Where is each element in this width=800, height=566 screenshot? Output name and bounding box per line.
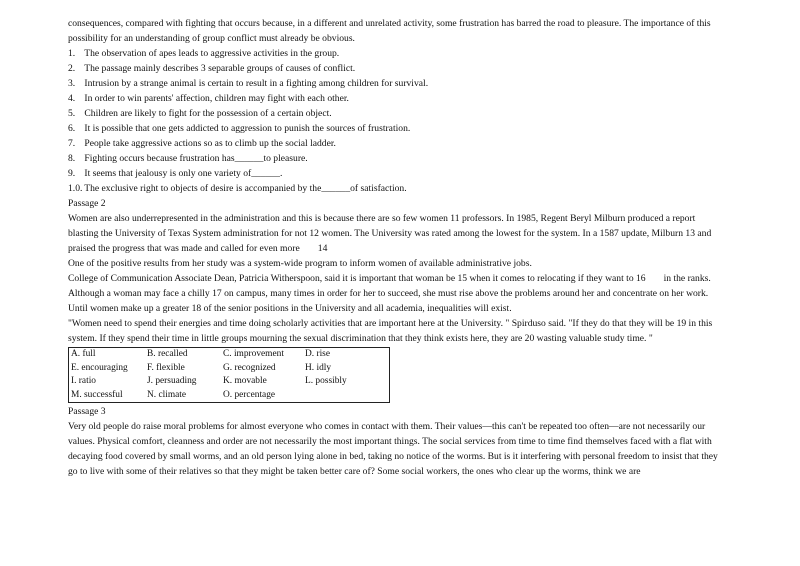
word-option: [305, 389, 371, 403]
word-option: A. full: [71, 349, 96, 359]
document-page: [68, 16, 728, 479]
word-option: C. improvement: [223, 349, 284, 359]
passage2-paragraph: Women are also underrepresented in the administration and this is because there are so few women 11 professors. In 1985, Regent Beryl Milburn produced a report blasting the University of Texas System administration for not 12 women. The University was rated among the lowest for the system. In a 1587 update, Milburn 13 and praised the progress that was made and called for even more 14: [68, 213, 712, 254]
intro-paragraph: consequences, compared with fighting that occurs because, in a different and unrelated activity, some frustration has barred the road to pleasure. The importance of this possibility for an understanding of group conflict must already be obvious.: [68, 18, 711, 44]
question-item: 3. Intrusion by a strange animal is certain to result in a fighting among children for survival.: [68, 78, 429, 89]
question-item: 8. Fighting occurs because frustration has______to pleasure.: [68, 153, 308, 164]
question-item: 6. It is possible that one gets addicted to aggression to punish the sources of frustration.: [68, 123, 411, 134]
word-option: J. persuading: [147, 376, 197, 386]
word-option: B. recalled: [147, 349, 188, 359]
blank-number: 14: [317, 243, 328, 254]
word-option: M. successful: [71, 389, 123, 400]
word-option: F. flexible: [147, 362, 185, 373]
passage2-heading: Passage 2: [68, 198, 106, 209]
question-list: [68, 46, 728, 196]
word-option: I. ratio: [71, 376, 96, 386]
word-option: L. possibly: [305, 376, 347, 386]
question-item: 1.0. The exclusive right to objects of desire is accompanied by the______of satisfaction.: [68, 183, 407, 194]
passage2-paragraph: "Women need to spend their energies and time doing scholarly activities that are important here at the University. " Spirduso said. "If they do that they will be 19 in this system. If they spend their time in little groups mourning the sexual discrimination that they think exists here, they are 20 wasting valuable study time. ": [68, 318, 713, 344]
word-option: E. encouraging: [71, 362, 128, 373]
question-item: 2. The passage mainly describes 3 separable groups of causes of conflict.: [68, 63, 356, 74]
word-option: O. percentage: [223, 389, 276, 400]
question-item: 5. Children are likely to fight for the possession of a certain object.: [68, 108, 332, 119]
word-option: K. movable: [223, 376, 267, 386]
word-option: N. climate: [147, 389, 187, 400]
word-option: H. idly: [305, 362, 332, 373]
question-item: 1. The observation of apes leads to aggressive activities in the group.: [68, 48, 340, 59]
passage2-paragraph: Although a woman may face a chilly 17 on campus, many times in order for her to succeed, she must rise above the problems around her and concentrate on her work.: [68, 288, 709, 299]
passage2-paragraph: College of Communication Associate Dean, Patricia Witherspoon, said it is important that woman be 15 when it comes to relocating if they want to 16 in the ranks.: [68, 273, 711, 284]
word-option: G. recognized: [223, 362, 276, 373]
passage3-heading: Passage 3: [68, 406, 106, 417]
word-option: D. rise: [305, 349, 330, 359]
question-item: 4. In order to win parents' affection, children may fight with each other.: [68, 93, 349, 104]
passage2-paragraph: One of the positive results from her study was a system-wide program to inform women of available administrative jobs.: [68, 258, 532, 269]
passage3-paragraph: Very old people do raise moral problems for almost everyone who comes in contact with them. Their values—this can't be repeated too often—are not necessarily our values. Physical comfort, cleanness and order are not necessarily the most important things. The social services from time to time find themselves faced with a flat with decaying food covered by small worms, and an old person lying alone in bed, taking no notice of the worms. But is it interfering with personal freedom to insist that they go to live with some of their relatives so that they might be taken better care of? Some social workers, the ones who clear up the worms, think we are: [68, 421, 718, 477]
passage2-paragraph: Until women make up a greater 18 of the senior positions in the University and all academia, inequalities will exist.: [68, 303, 512, 314]
question-item: 9. It seems that jealousy is only one variety of______.: [68, 168, 283, 179]
word-bank: [68, 347, 390, 403]
question-item: 7. People take aggressive actions so as to climb up the social ladder.: [68, 138, 336, 149]
